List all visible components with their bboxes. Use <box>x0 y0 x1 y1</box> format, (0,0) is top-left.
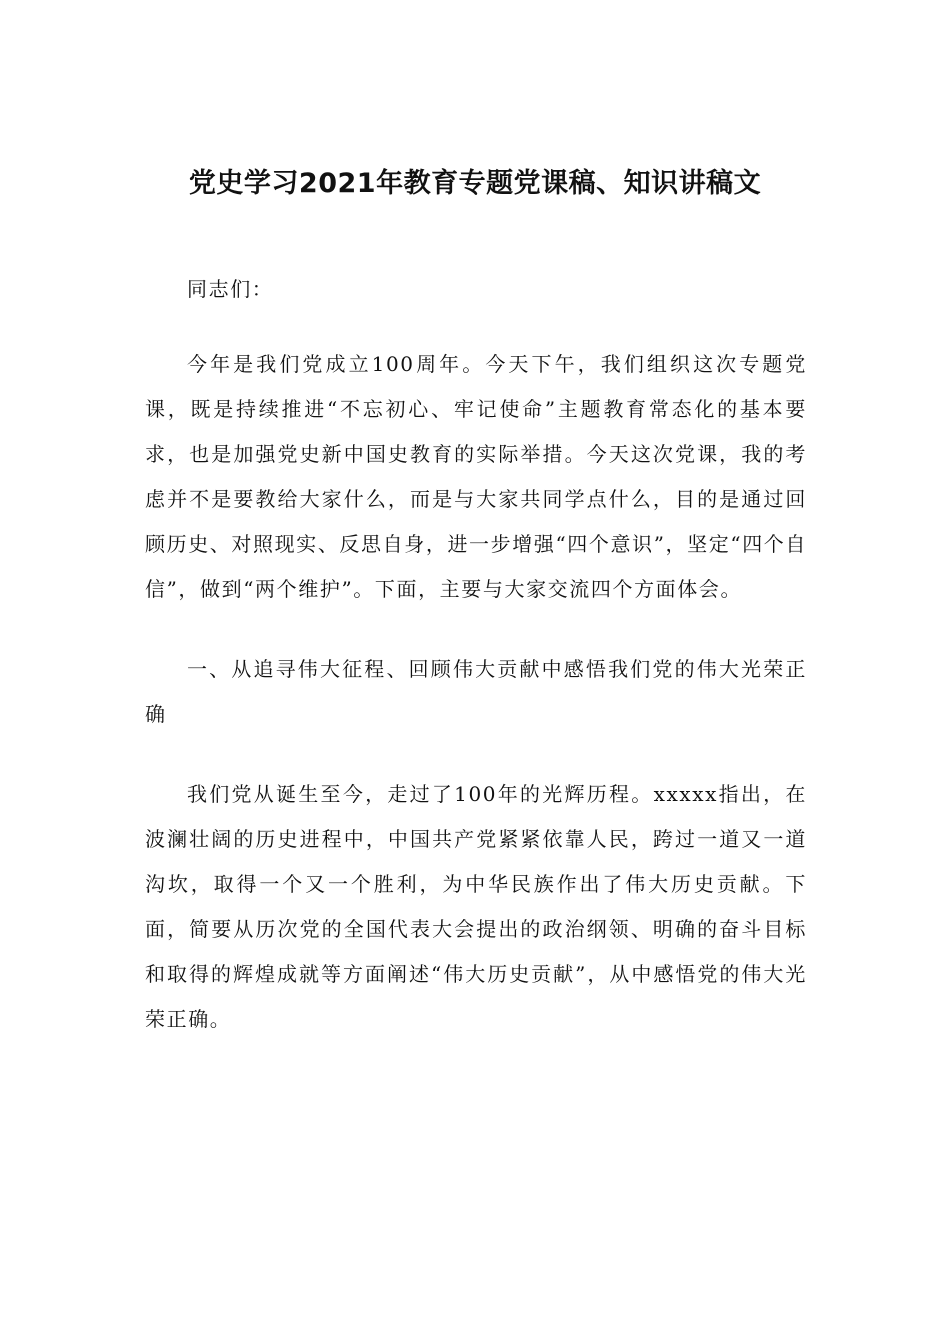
intro-paragraph: 今年是我们党成立100周年。今天下午，我们组织这次专题党课，既是持续推进“不忘初心、牢记使命”主题教育常态化的基本要求，也是加强党史新中国史教育的实际举措。今天这次党课，我的考虑并不是要教给大家什么，而是与大家共同学点什么，目的是通过回顾历史、对照现实、反思自身，进一步增强“四个意识”，坚定“四个自信”，做到“两个维护”。下面，主要与大家交流四个方面体会。 <box>145 352 807 601</box>
document-title: 党史学习2021年教育专题党课稿、知识讲稿文 <box>188 168 762 199</box>
section-1-paragraph: 我们党从诞生至今，走过了100年的光辉历程。xxxxx指出，在波澜壮阔的历史进程中，中国共产党紧紧依靠人民，跨过一道又一道沟坎，取得一个又一个胜利，为中华民族作出了伟大历史贡献。下面，简要从历次党的全国代表大会提出的政治纲领、明确的奋斗目标和取得的辉煌成就等方面阐述“伟大历史贡献”，从中感悟党的伟大光荣正确。 <box>145 782 807 1031</box>
section-heading-1: 一、从追寻伟大征程、回顾伟大贡献中感悟我们党的伟大光荣正确 <box>145 657 807 726</box>
greeting-paragraph: 同志们： <box>187 277 274 301</box>
document-body <box>145 267 807 1077</box>
